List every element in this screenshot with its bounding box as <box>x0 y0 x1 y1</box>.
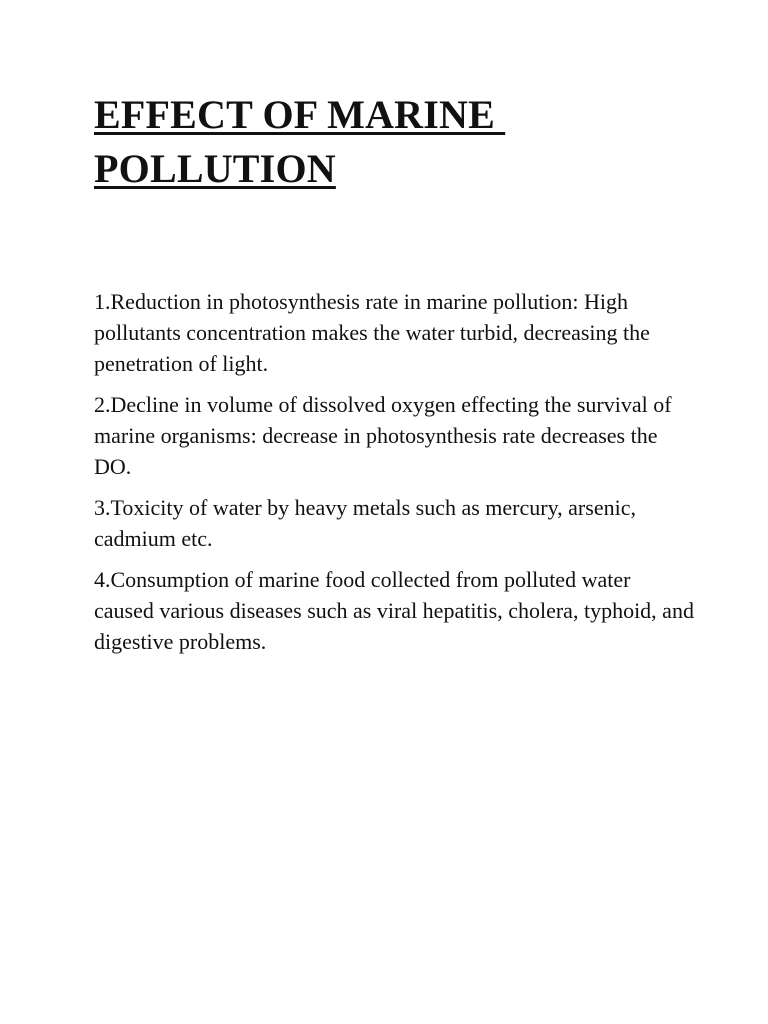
paragraph-3: 3.Toxicity of water by heavy metals such as mercury, arsenic, cadmium etc. <box>94 495 636 551</box>
title-line-1: EFFECT OF MARINE <box>94 92 506 137</box>
title-line-2: POLLUTION <box>94 146 336 191</box>
paragraph-2: 2.Decline in volume of dissolved oxygen effecting the survival of marine organisms: decrease in photosynthesis rate decreases the DO. <box>94 392 672 479</box>
paragraph-4: 4.Consumption of marine food collected from polluted water caused various diseases such as viral hepatitis, cholera, typhoid, and digestive problems. <box>94 567 694 654</box>
document-title <box>94 88 694 196</box>
document-body <box>94 286 694 667</box>
paragraph-1: 1.Reduction in photosynthesis rate in marine pollution: High pollutants concentration makes the water turbid, decreasing the penetration of light. <box>94 289 650 376</box>
